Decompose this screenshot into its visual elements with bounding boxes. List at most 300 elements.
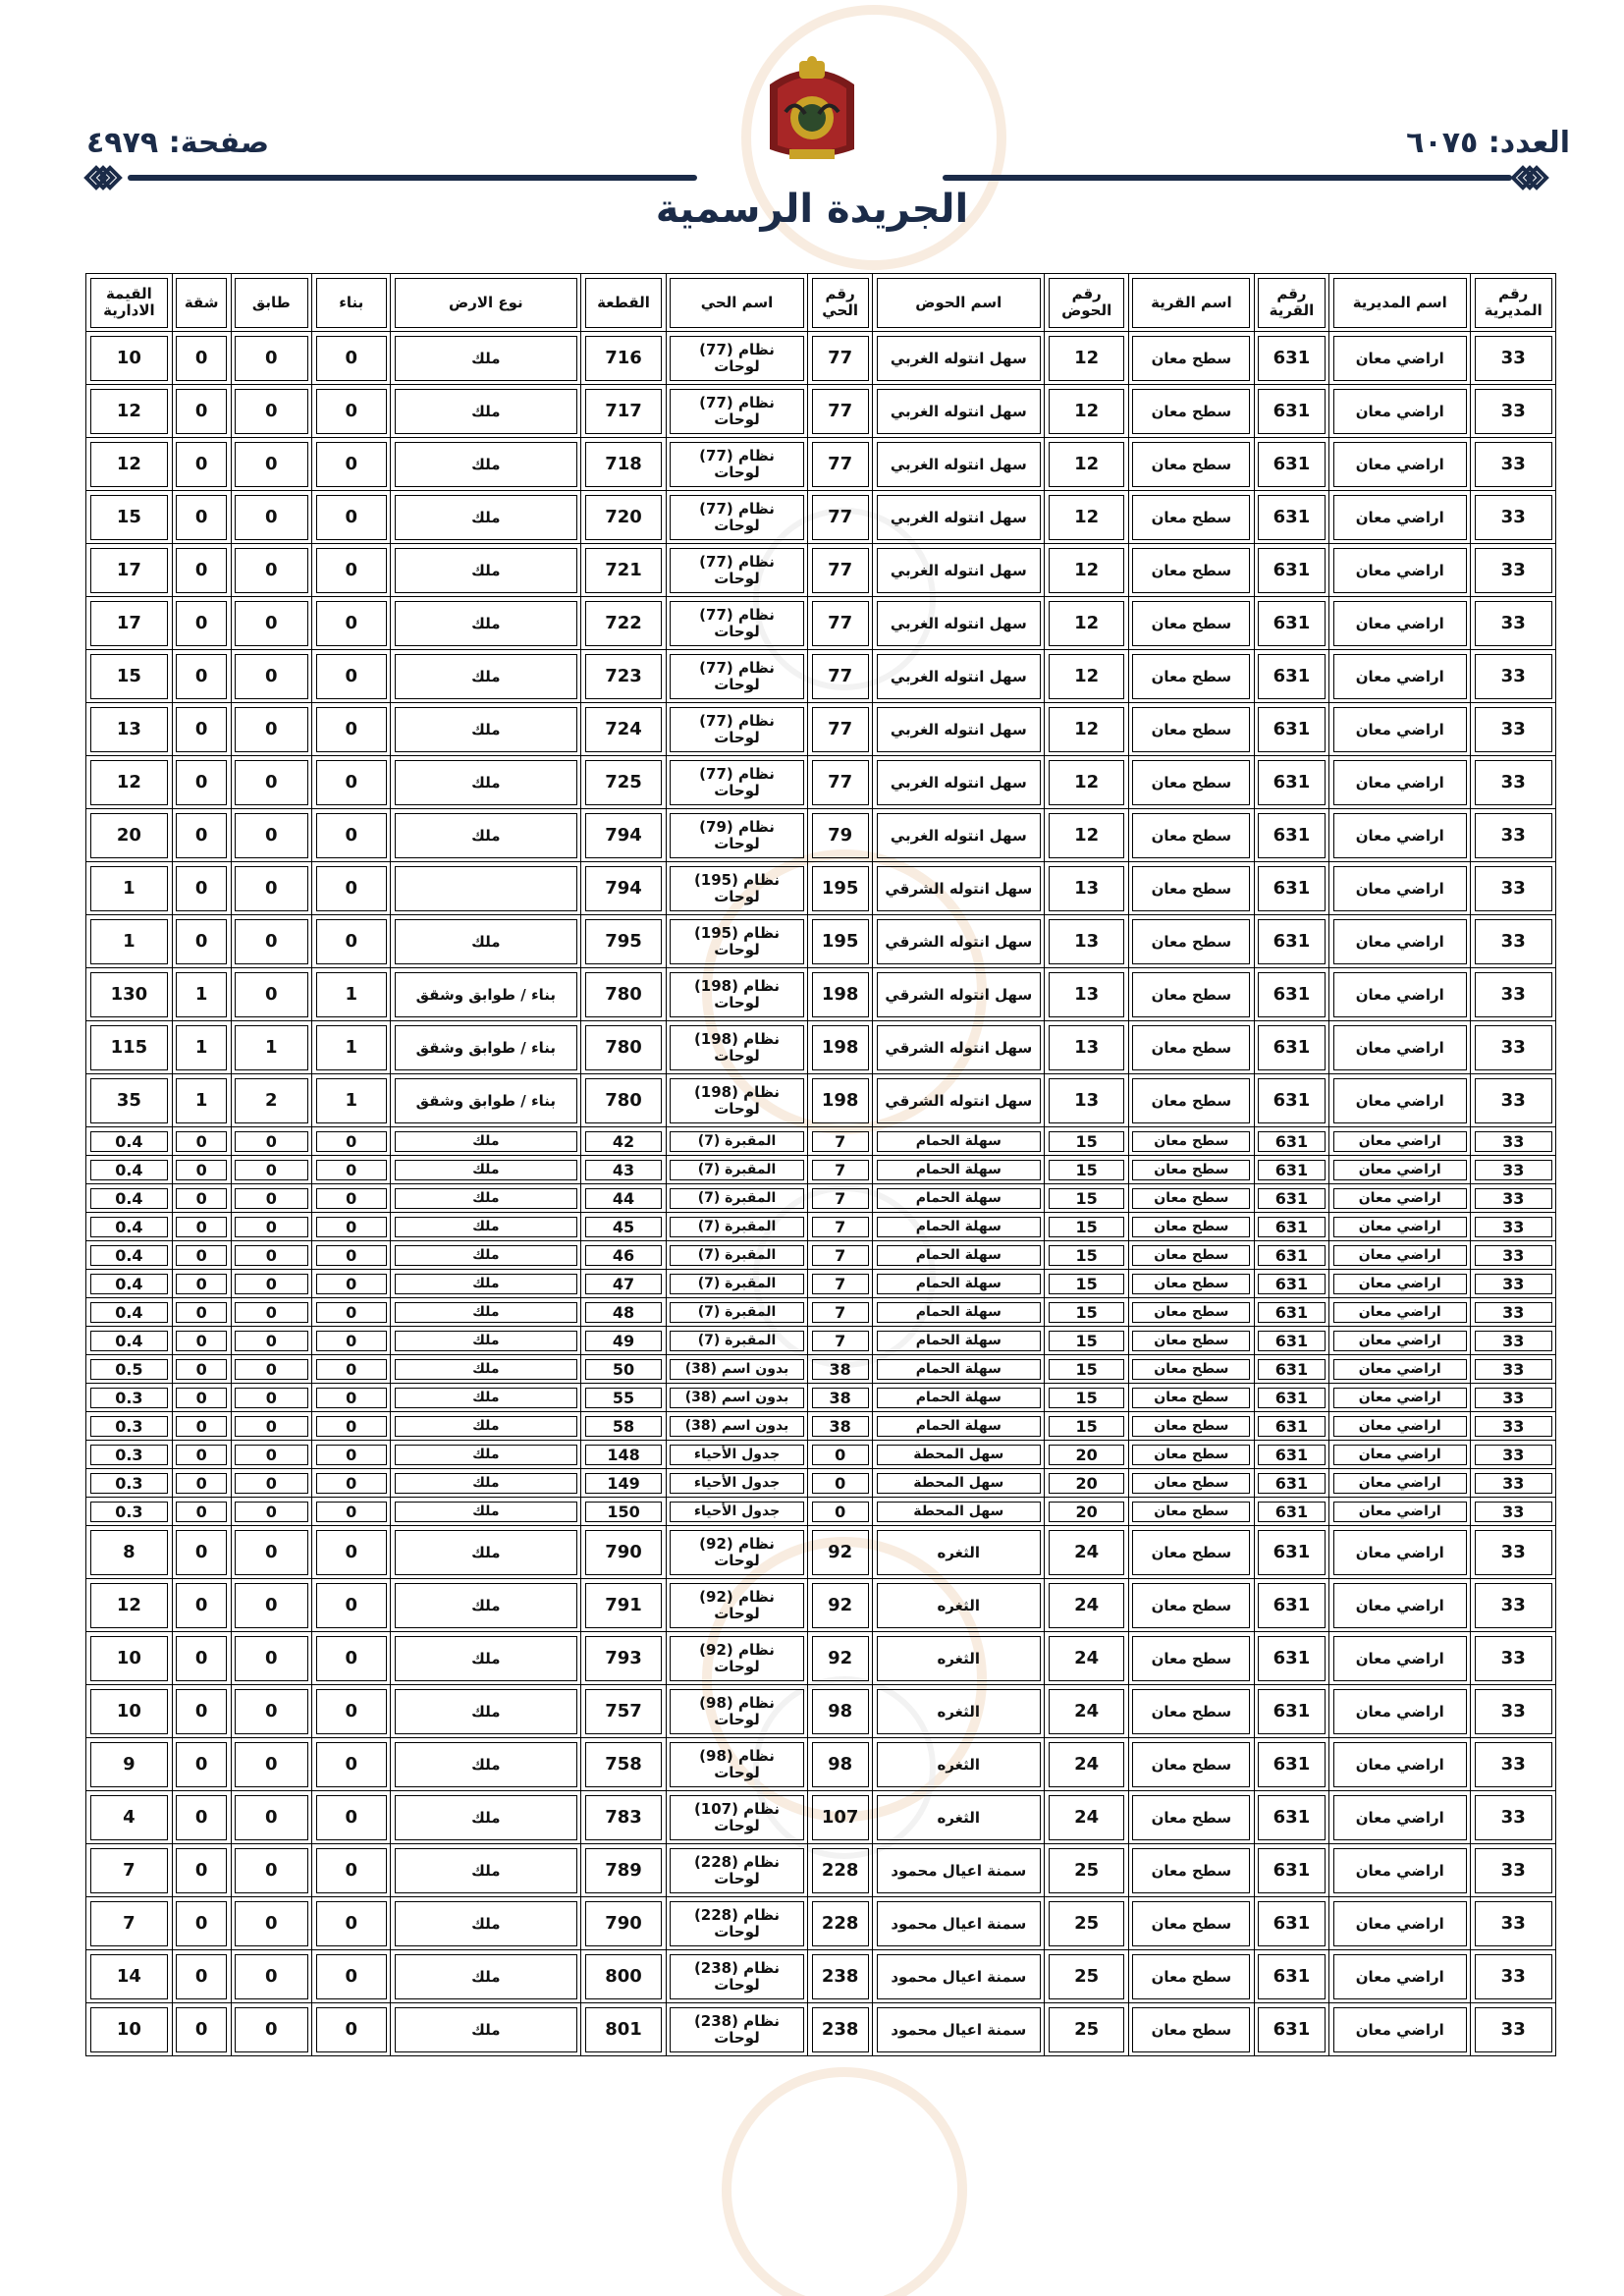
cell-parcel: 58 [581, 1412, 667, 1441]
cell-dist-no: 7 [808, 1213, 873, 1241]
cell-apt: 0 [172, 809, 231, 862]
cell-land: بناء / طوابق وشقق [391, 968, 581, 1021]
cell-floor: 0 [231, 756, 311, 809]
cell-dist-no: 198 [808, 1021, 873, 1074]
cell-dist [666, 2003, 807, 2056]
cell-dist-no: 107 [808, 1791, 873, 1844]
cell-dist-no: 92 [808, 1579, 873, 1632]
cell-basin: الثغره [873, 1791, 1045, 1844]
cell-land: ملك [391, 1213, 581, 1241]
cell-vil-no: 631 [1254, 597, 1328, 650]
cell-dir-no: 33 [1471, 1156, 1556, 1184]
cell-value: 13 [86, 703, 173, 756]
cell-vil-no: 631 [1254, 1021, 1328, 1074]
cell-build: 0 [312, 1738, 391, 1791]
cell-land: ملك [391, 1441, 581, 1469]
cell-vil: سطح معان [1128, 1526, 1254, 1579]
district-name: نظام (77) [699, 393, 775, 411]
cell-build: 0 [312, 1156, 391, 1184]
cell-land: ملك [391, 1526, 581, 1579]
cell-dir: اراضي معان [1329, 1498, 1471, 1526]
cell-dist-no: 198 [808, 1074, 873, 1127]
cell-value: 0.3 [86, 1384, 173, 1412]
cell-vil: سطح معان [1128, 1127, 1254, 1156]
cell-apt: 1 [172, 1074, 231, 1127]
cell-vil: سطح معان [1128, 1950, 1254, 2003]
cell-basin: سهل انتوله الغربي [873, 756, 1045, 809]
table-row [86, 1384, 1556, 1412]
cell-dir: اراضي معان [1329, 2003, 1471, 2056]
cell-apt: 0 [172, 1791, 231, 1844]
cell-dist [666, 1738, 807, 1791]
cell-land: ملك [391, 1469, 581, 1498]
cell-vil: سطح معان [1128, 862, 1254, 915]
cell-vil: سطح معان [1128, 1270, 1254, 1298]
district-subname: لوحات [714, 1657, 760, 1675]
cell-vil: سطح معان [1128, 1897, 1254, 1950]
district-name: نظام (77) [699, 764, 775, 783]
cell-basin: سهل المحطة [873, 1498, 1045, 1526]
district-name: نظام (198) [693, 1082, 781, 1101]
table-row [86, 1127, 1556, 1156]
cell-build: 0 [312, 1298, 391, 1327]
cell-dir: اراضي معان [1329, 703, 1471, 756]
cell-basin: سهل انتوله الغربي [873, 544, 1045, 597]
cell-land: ملك [391, 1632, 581, 1685]
cell-vil-no: 631 [1254, 1241, 1328, 1270]
district-subname: لوحات [714, 993, 760, 1011]
cell-floor: 0 [231, 597, 311, 650]
cell-dist-no: 98 [808, 1738, 873, 1791]
cell-land: ملك [391, 1298, 581, 1327]
cell-dist [666, 1355, 807, 1384]
cell-dir-no: 33 [1471, 968, 1556, 1021]
table-row [86, 1270, 1556, 1298]
cell-build: 0 [312, 862, 391, 915]
cell-build: 0 [312, 1632, 391, 1685]
cell-dist-no: 195 [808, 915, 873, 968]
table-row [86, 1021, 1556, 1074]
district-subname: لوحات [714, 887, 760, 905]
cell-value: 0.4 [86, 1184, 173, 1213]
cell-dir: اراضي معان [1329, 1579, 1471, 1632]
cell-vil-no: 631 [1254, 1844, 1328, 1897]
cell-dir: اراضي معان [1329, 1469, 1471, 1498]
cell-build: 0 [312, 1441, 391, 1469]
cell-dist-no: 7 [808, 1241, 873, 1270]
district-name: نظام (92) [699, 1534, 775, 1553]
cell-dist-no: 92 [808, 1526, 873, 1579]
cell-dist [666, 862, 807, 915]
cell-dir-no: 33 [1471, 1213, 1556, 1241]
cell-floor: 0 [231, 1738, 311, 1791]
cell-parcel: 45 [581, 1213, 667, 1241]
cell-parcel: 717 [581, 385, 667, 438]
cell-parcel: 48 [581, 1298, 667, 1327]
cell-dist [666, 915, 807, 968]
cell-land: ملك [391, 650, 581, 703]
cell-basin-no: 24 [1045, 1685, 1129, 1738]
cell-build: 0 [312, 1213, 391, 1241]
cell-dist [666, 809, 807, 862]
cell-floor: 1 [231, 1021, 311, 1074]
cell-dist [666, 1441, 807, 1469]
cell-vil: سطح معان [1128, 703, 1254, 756]
district-name: نظام (77) [699, 711, 775, 730]
cell-parcel: 42 [581, 1127, 667, 1156]
cell-dir-no: 33 [1471, 2003, 1556, 2056]
cell-dist-no: 7 [808, 1127, 873, 1156]
cell-vil: سطح معان [1128, 1156, 1254, 1184]
cell-value: 0.3 [86, 1441, 173, 1469]
cell-vil: سطح معان [1128, 1355, 1254, 1384]
cell-dist-no: 228 [808, 1897, 873, 1950]
cell-dir: اراضي معان [1329, 968, 1471, 1021]
cell-basin: سهلة الحمام [873, 1327, 1045, 1355]
cell-apt: 0 [172, 703, 231, 756]
cell-build: 0 [312, 1327, 391, 1355]
cell-value: 9 [86, 1738, 173, 1791]
cell-vil: سطح معان [1128, 1298, 1254, 1327]
cell-basin: سهلة الحمام [873, 1156, 1045, 1184]
cell-dir: اراضي معان [1329, 1184, 1471, 1213]
table-row [86, 1184, 1556, 1213]
cell-apt: 0 [172, 1897, 231, 1950]
district-name: المقبرة (7) [697, 1246, 777, 1263]
cell-apt: 0 [172, 1156, 231, 1184]
cell-land: ملك [391, 491, 581, 544]
page-header [0, 0, 1624, 265]
cell-value: 12 [86, 756, 173, 809]
cell-parcel: 716 [581, 332, 667, 385]
column-header: شقة [172, 274, 231, 332]
cell-basin-no: 12 [1045, 491, 1129, 544]
cell-dir: اراضي معان [1329, 1897, 1471, 1950]
cell-vil: سطح معان [1128, 1579, 1254, 1632]
cell-land: ملك [391, 1184, 581, 1213]
cell-floor: 0 [231, 1685, 311, 1738]
district-name: المقبرة (7) [697, 1218, 777, 1234]
cell-build: 0 [312, 1184, 391, 1213]
cell-dir: اراضي معان [1329, 1074, 1471, 1127]
district-name: نظام (77) [699, 605, 775, 624]
district-name: المقبرة (7) [697, 1161, 777, 1177]
cell-apt: 0 [172, 1469, 231, 1498]
cell-vil-no: 631 [1254, 1298, 1328, 1327]
table-row [86, 1738, 1556, 1791]
cell-vil: سطح معان [1128, 491, 1254, 544]
district-subname: لوحات [714, 1922, 760, 1941]
cell-vil-no: 631 [1254, 438, 1328, 491]
cell-vil-no: 631 [1254, 1327, 1328, 1355]
gazette-title: الجريدة الرسمية [655, 187, 969, 232]
district-subname: لوحات [714, 781, 760, 799]
cell-parcel: 44 [581, 1184, 667, 1213]
cell-parcel: 49 [581, 1327, 667, 1355]
cell-vil-no: 631 [1254, 809, 1328, 862]
cell-basin: الثغره [873, 1738, 1045, 1791]
cell-dist [666, 438, 807, 491]
cell-basin-no: 12 [1045, 756, 1129, 809]
cell-apt: 0 [172, 1270, 231, 1298]
cell-floor: 0 [231, 1950, 311, 2003]
cell-basin-no: 25 [1045, 1844, 1129, 1897]
cell-dir: اراضي معان [1329, 332, 1471, 385]
cell-dir: اراضي معان [1329, 1950, 1471, 2003]
cell-dir-no: 33 [1471, 332, 1556, 385]
cell-basin-no: 12 [1045, 703, 1129, 756]
cell-parcel: 150 [581, 1498, 667, 1526]
cell-dir: اراضي معان [1329, 491, 1471, 544]
cell-build: 1 [312, 1074, 391, 1127]
cell-value: 4 [86, 1791, 173, 1844]
cell-dist [666, 1127, 807, 1156]
cell-basin-no: 12 [1045, 650, 1129, 703]
cell-basin: سهلة الحمام [873, 1213, 1045, 1241]
cell-vil-no: 631 [1254, 332, 1328, 385]
district-name: بدون اسم (38) [684, 1389, 789, 1405]
cell-dist [666, 1526, 807, 1579]
cell-build: 0 [312, 1412, 391, 1441]
district-name: نظام (98) [699, 1746, 775, 1765]
cell-basin: سهلة الحمام [873, 1241, 1045, 1270]
cell-apt: 0 [172, 1241, 231, 1270]
cell-floor: 0 [231, 1897, 311, 1950]
table-row [86, 1156, 1556, 1184]
cell-floor: 0 [231, 1298, 311, 1327]
cell-basin: سهلة الحمام [873, 1355, 1045, 1384]
cell-dir: اراضي معان [1329, 385, 1471, 438]
cell-floor: 0 [231, 491, 311, 544]
cell-dist-no: 7 [808, 1327, 873, 1355]
cell-floor: 0 [231, 1498, 311, 1526]
cell-land: ملك [391, 915, 581, 968]
cell-vil-no: 631 [1254, 1441, 1328, 1469]
cell-dist [666, 650, 807, 703]
district-subname: لوحات [714, 356, 760, 375]
cell-basin: سمنة اعيال محمود [873, 1897, 1045, 1950]
cell-land: ملك [391, 809, 581, 862]
district-name: نظام (92) [699, 1640, 775, 1659]
cell-dir-no: 33 [1471, 915, 1556, 968]
table-row [86, 438, 1556, 491]
cell-basin: سهل انتوله الشرقي [873, 915, 1045, 968]
cell-vil-no: 631 [1254, 2003, 1328, 2056]
cell-vil-no: 631 [1254, 1270, 1328, 1298]
cell-dist [666, 1498, 807, 1526]
cell-dist [666, 1213, 807, 1241]
cell-parcel: 794 [581, 809, 667, 862]
cell-dist [666, 703, 807, 756]
cell-vil-no: 631 [1254, 1213, 1328, 1241]
table-row [86, 1355, 1556, 1384]
cell-apt: 0 [172, 756, 231, 809]
cell-vil-no: 631 [1254, 1738, 1328, 1791]
cell-dir-no: 33 [1471, 1241, 1556, 1270]
cell-vil: سطح معان [1128, 1844, 1254, 1897]
cell-floor: 0 [231, 1412, 311, 1441]
cell-basin: سهل انتوله الغربي [873, 597, 1045, 650]
cell-value: 15 [86, 491, 173, 544]
column-header: بناء [312, 274, 391, 332]
cell-basin-no: 15 [1045, 1412, 1129, 1441]
cell-build: 0 [312, 915, 391, 968]
cell-vil-no: 631 [1254, 703, 1328, 756]
district-name: نظام (238) [693, 1958, 781, 1977]
cell-parcel: 794 [581, 862, 667, 915]
cell-basin-no: 15 [1045, 1355, 1129, 1384]
cell-apt: 0 [172, 2003, 231, 2056]
cell-value: 10 [86, 2003, 173, 2056]
cell-build: 0 [312, 756, 391, 809]
cell-dir: اراضي معان [1329, 1441, 1471, 1469]
header-rule-left [128, 175, 697, 181]
district-subname: لوحات [714, 1551, 760, 1569]
cell-floor: 0 [231, 1241, 311, 1270]
cell-apt: 0 [172, 544, 231, 597]
coat-of-arms-icon [756, 55, 868, 171]
cell-floor: 0 [231, 1156, 311, 1184]
cell-dist [666, 968, 807, 1021]
district-name: نظام (198) [693, 1029, 781, 1048]
cell-vil: سطح معان [1128, 1791, 1254, 1844]
cell-floor: 0 [231, 1469, 311, 1498]
cell-basin-no: 25 [1045, 1897, 1129, 1950]
cell-dist [666, 1156, 807, 1184]
cell-floor: 0 [231, 2003, 311, 2056]
district-subname: لوحات [714, 1869, 760, 1887]
cell-basin: سمنة اعيال محمود [873, 1844, 1045, 1897]
cell-floor: 0 [231, 1384, 311, 1412]
table-row [86, 862, 1556, 915]
district-name: بدون اسم (38) [684, 1417, 789, 1434]
table-row [86, 703, 1556, 756]
cell-basin-no: 13 [1045, 1074, 1129, 1127]
district-name: نظام (107) [693, 1799, 781, 1818]
cell-apt: 0 [172, 1844, 231, 1897]
district-subname: لوحات [714, 463, 760, 481]
cell-build: 0 [312, 1579, 391, 1632]
cell-vil-no: 631 [1254, 915, 1328, 968]
cell-build: 0 [312, 491, 391, 544]
cell-dir-no: 33 [1471, 1021, 1556, 1074]
cell-vil: سطح معان [1128, 2003, 1254, 2056]
column-header: طابق [231, 274, 311, 332]
cell-basin: سهل انتوله الغربي [873, 491, 1045, 544]
cell-vil: سطح معان [1128, 1685, 1254, 1738]
district-name: نظام (77) [699, 446, 775, 465]
cell-value: 0.4 [86, 1213, 173, 1241]
cell-dir: اراضي معان [1329, 1021, 1471, 1074]
cell-floor: 0 [231, 544, 311, 597]
cell-value: 7 [86, 1897, 173, 1950]
cell-dir: اراضي معان [1329, 809, 1471, 862]
cell-dir-no: 33 [1471, 1526, 1556, 1579]
cell-dir: اراضي معان [1329, 1738, 1471, 1791]
cell-value: 20 [86, 809, 173, 862]
cell-vil-no: 631 [1254, 1412, 1328, 1441]
cell-vil-no: 631 [1254, 650, 1328, 703]
cell-basin-no: 15 [1045, 1327, 1129, 1355]
cell-parcel: 790 [581, 1897, 667, 1950]
cell-value: 0.3 [86, 1469, 173, 1498]
cell-vil-no: 631 [1254, 1897, 1328, 1950]
cell-apt: 0 [172, 332, 231, 385]
cell-basin: سهل المحطة [873, 1441, 1045, 1469]
cell-apt: 0 [172, 438, 231, 491]
district-subname: لوحات [714, 1604, 760, 1622]
cell-basin: سهل المحطة [873, 1469, 1045, 1498]
cell-vil-no: 631 [1254, 1184, 1328, 1213]
cell-dist-no: 92 [808, 1632, 873, 1685]
cell-dir: اراضي معان [1329, 1844, 1471, 1897]
cell-basin-no: 13 [1045, 1021, 1129, 1074]
cell-vil-no: 631 [1254, 1579, 1328, 1632]
cell-parcel: 148 [581, 1441, 667, 1469]
cell-apt: 0 [172, 1950, 231, 2003]
cell-build: 0 [312, 650, 391, 703]
cell-dist [666, 544, 807, 597]
cell-apt: 0 [172, 1412, 231, 1441]
cell-dir: اراضي معان [1329, 597, 1471, 650]
district-name: المقبرة (7) [697, 1303, 777, 1320]
cell-basin: سهل انتوله الشرقي [873, 1074, 1045, 1127]
cell-vil-no: 631 [1254, 1950, 1328, 2003]
cell-basin-no: 25 [1045, 1950, 1129, 2003]
cell-value: 115 [86, 1021, 173, 1074]
cell-floor: 0 [231, 1355, 311, 1384]
cell-dir: اراضي معان [1329, 1241, 1471, 1270]
cell-land: ملك [391, 1241, 581, 1270]
cell-dist [666, 1791, 807, 1844]
cell-vil-no: 631 [1254, 1469, 1328, 1498]
cell-basin: سهلة الحمام [873, 1412, 1045, 1441]
cell-dir-no: 33 [1471, 1298, 1556, 1327]
cell-basin-no: 24 [1045, 1791, 1129, 1844]
cell-dist [666, 385, 807, 438]
cell-value: 7 [86, 1844, 173, 1897]
district-name: نظام (195) [693, 870, 781, 889]
cell-parcel: 800 [581, 1950, 667, 2003]
cell-value: 0.4 [86, 1327, 173, 1355]
cell-basin-no: 13 [1045, 915, 1129, 968]
column-header: القيمة الادارية [86, 274, 173, 332]
cell-dist-no: 77 [808, 385, 873, 438]
cell-apt: 0 [172, 491, 231, 544]
cell-dir-no: 33 [1471, 703, 1556, 756]
cell-floor: 0 [231, 1213, 311, 1241]
page-number: صفحة: ٤٩٧٩ [86, 126, 270, 160]
cell-dist-no: 7 [808, 1270, 873, 1298]
cell-value: 0.4 [86, 1156, 173, 1184]
table-row [86, 1526, 1556, 1579]
cell-apt: 0 [172, 915, 231, 968]
cell-parcel: 795 [581, 915, 667, 968]
cell-apt: 0 [172, 1738, 231, 1791]
table-row [86, 809, 1556, 862]
table-row [86, 1897, 1556, 1950]
cell-dist-no: 238 [808, 1950, 873, 2003]
cell-dist-no: 228 [808, 1844, 873, 1897]
cell-basin-no: 13 [1045, 968, 1129, 1021]
cell-floor: 0 [231, 332, 311, 385]
cell-basin: الثغره [873, 1685, 1045, 1738]
table-row [86, 2003, 1556, 2056]
table-row [86, 1469, 1556, 1498]
district-subname: لوحات [714, 1046, 760, 1065]
district-subname: لوحات [714, 410, 760, 428]
cell-dir-no: 33 [1471, 597, 1556, 650]
